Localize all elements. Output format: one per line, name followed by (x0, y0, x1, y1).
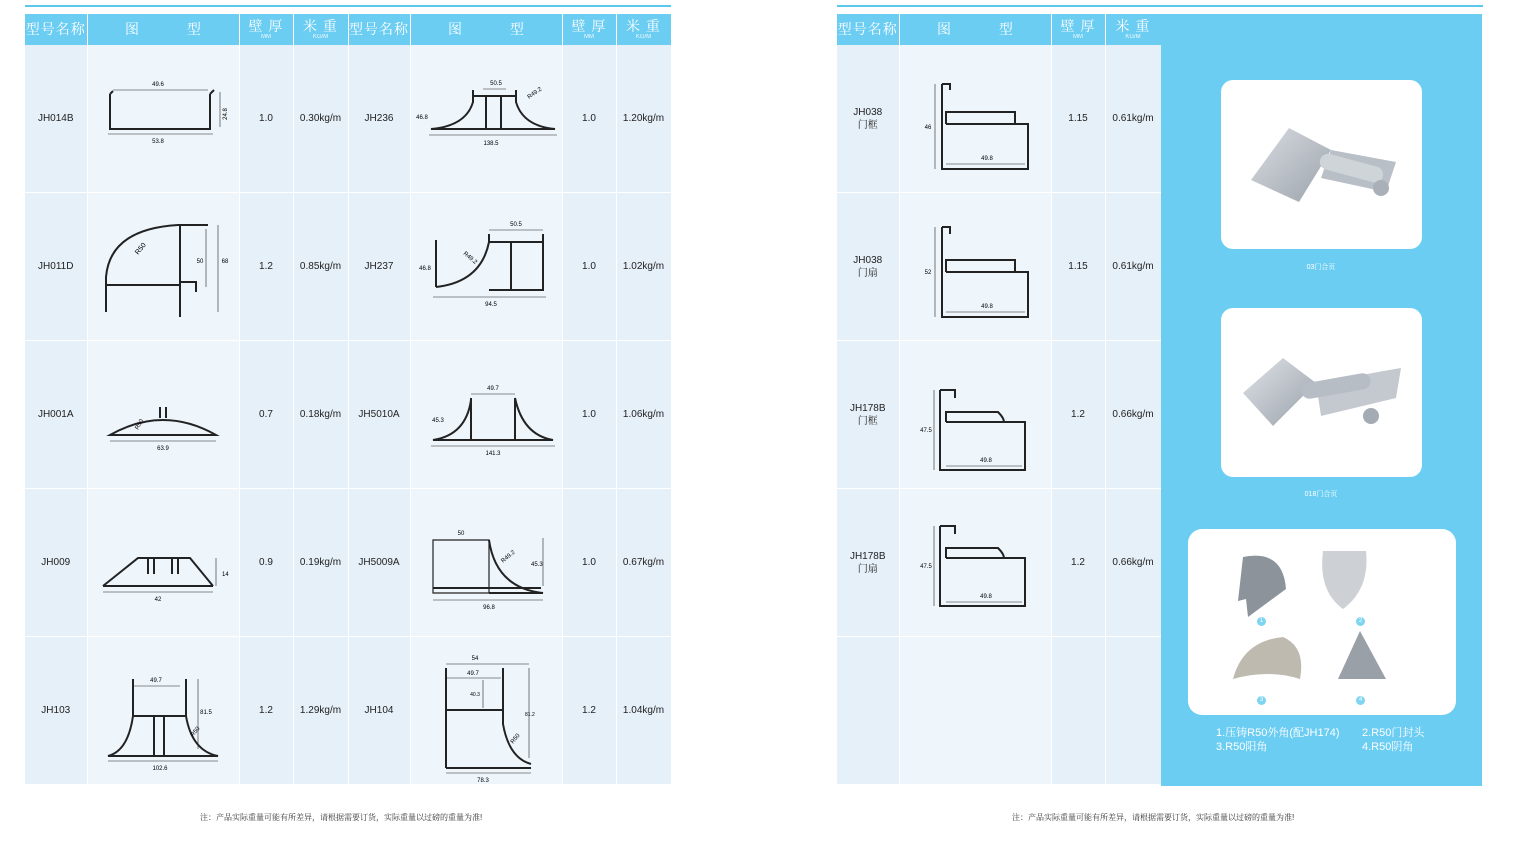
dim: 47.5 (920, 563, 932, 570)
wall-thickness: 1.0 (562, 193, 616, 341)
meter-weight: 0.66kg/m (1105, 341, 1161, 489)
profile-drawing-jh014b (87, 45, 239, 193)
dim: 14 (222, 571, 229, 578)
meter-weight: 0.19kg/m (293, 489, 348, 637)
model-code: JH014B (25, 45, 87, 193)
dim: 49.7 (150, 677, 162, 684)
hinge-03-image (1221, 80, 1422, 249)
profile-drawing-jh237 (410, 193, 562, 341)
dim: 49.7 (487, 385, 499, 392)
part-number-badge: 1 (1257, 617, 1266, 626)
hinge-icon (1221, 80, 1422, 249)
header-row (837, 14, 1161, 45)
profile-drawing-jh5009a (410, 489, 562, 637)
dim: R50 (134, 241, 148, 256)
table-row (837, 45, 1161, 193)
meter-weight: 1.06kg/m (616, 341, 671, 489)
table-row (837, 341, 1161, 489)
legend-line2-b: 4.R50阴角 (1362, 741, 1414, 753)
meter-weight: 0.61kg/m (1105, 193, 1161, 341)
profile-drawing-jh178b-frame (899, 341, 1051, 489)
dim: 42 (154, 596, 162, 603)
drawing-jh001a (88, 360, 238, 470)
dim: 96.8 (483, 604, 495, 611)
model-code: JH5009A (348, 489, 410, 637)
profile-drawing-jh236 (410, 45, 562, 193)
footer-note-right: 注：产品实际重量可能有所差异，请根据需要订货，实际重量以过磅的重量为准! (1012, 813, 1295, 822)
part-number-badge: 3 (1257, 696, 1266, 705)
wall-thickness: 0.7 (239, 341, 293, 489)
hinge-icon (1221, 308, 1422, 477)
wall-thickness: 1.0 (239, 45, 293, 193)
header-profile: 图 型 (899, 14, 1051, 45)
dim: 102.6 (152, 765, 168, 772)
drawing-jh038-leaf (900, 212, 1050, 322)
model-code: JH237 (348, 193, 410, 341)
wall-thickness: 1.0 (562, 489, 616, 637)
dim: 49.8 (980, 593, 992, 600)
dim: 49.8 (981, 155, 993, 162)
model-code: JH103 (25, 637, 87, 785)
header-model: 型号名称 (837, 14, 899, 45)
wall-thickness: 1.2 (1051, 341, 1105, 489)
part-number-badge: 2 (1356, 617, 1365, 626)
dim: 49.6 (152, 81, 164, 88)
dim: 49.8 (981, 303, 993, 310)
meter-weight: 0.61kg/m (1105, 45, 1161, 193)
model-code: JH011D (25, 193, 87, 341)
dim: 50.5 (510, 221, 522, 228)
product-panel (1161, 14, 1482, 786)
wall-thickness: 1.15 (1051, 45, 1105, 193)
model-code: JH038 门扇 (837, 193, 899, 341)
drawing-jh103 (88, 651, 238, 771)
wall-thickness: 1.0 (562, 341, 616, 489)
dim: 138.5 (483, 140, 499, 147)
table-row (25, 637, 671, 785)
dim: 45.3 (432, 417, 444, 424)
table-row (25, 341, 671, 489)
dim: 47.5 (920, 427, 932, 434)
hinge-018-caption: 018门合页 (1304, 491, 1338, 498)
profile-drawing-jh001a (87, 341, 239, 489)
dim: 24.8 (223, 107, 229, 120)
left-profile-table (25, 14, 672, 785)
model-code: JH001A (25, 341, 87, 489)
legend-line1-a: 1.压铸R50外角(配JH174) (1216, 727, 1340, 739)
drawing-jh5010a (411, 360, 561, 470)
dim: 46 (924, 124, 932, 131)
meter-weight: 1.20kg/m (616, 45, 671, 193)
dim: 81.2 (525, 711, 535, 718)
drawing-jh178b-leaf (900, 508, 1050, 618)
dim: R50 (189, 725, 202, 738)
header-wall: 壁 厚 MM (1051, 14, 1105, 45)
hinge-03-caption: 03门合页 (1306, 264, 1336, 271)
dim: 52 (924, 269, 932, 276)
drawing-jh104 (411, 646, 561, 784)
dim: 40.3 (470, 691, 480, 698)
dim: 63.9 (157, 445, 169, 452)
table-row (837, 193, 1161, 341)
model-code (837, 637, 899, 785)
header-weight: 米 重 KG/M (1105, 14, 1161, 45)
header-wall: 壁 厚 MM (239, 14, 293, 45)
drawing-jh009 (88, 508, 238, 618)
model-code: JH178B 门扇 (837, 489, 899, 637)
header-row (25, 14, 671, 45)
table-row (25, 489, 671, 637)
dim: R49.2 (461, 250, 478, 266)
dim: R49.2 (526, 86, 544, 101)
profile-drawing-jh178b-leaf (899, 489, 1051, 637)
dim: 141.3 (485, 450, 501, 457)
drawing-jh038-frame (900, 64, 1050, 174)
dim: 54 (471, 655, 479, 662)
drawing-jh5009a (411, 508, 561, 618)
table-row (837, 489, 1161, 637)
drawing-jh178b-frame (900, 360, 1050, 470)
dim: 50.5 (490, 80, 502, 87)
part-number-badge: 4 (1356, 696, 1365, 705)
dim: 46.8 (416, 114, 428, 121)
profile-drawing-jh104 (410, 637, 562, 785)
profile-drawing-jh5010a (410, 341, 562, 489)
drawing-jh236 (411, 64, 561, 174)
corner-parts-image (1188, 529, 1456, 715)
meter-weight: 1.29kg/m (293, 637, 348, 785)
drawing-jh014b (88, 64, 238, 174)
dim: 46.8 (419, 265, 431, 272)
dim: 94.5 (485, 301, 497, 308)
dim: 50 (196, 258, 204, 265)
dim: 50 (457, 530, 465, 537)
wall-thickness: 1.2 (562, 637, 616, 785)
dim: 68 (221, 258, 229, 265)
meter-weight: 0.67kg/m (616, 489, 671, 637)
meter-weight: 0.85kg/m (293, 193, 348, 341)
footer-note-left: 注：产品实际重量可能有所差异，请根据需要订货，实际重量以过磅的重量为准! (200, 813, 483, 822)
header-model: 型号名称 (348, 14, 410, 45)
profile-drawing-jh009 (87, 489, 239, 637)
wall-thickness: 1.15 (1051, 193, 1105, 341)
dim: R50 (134, 417, 146, 431)
wall-thickness: 1.2 (1051, 489, 1105, 637)
dim: 78.3 (477, 777, 489, 784)
model-code: JH038 门框 (837, 45, 899, 193)
model-code: JH178B 门框 (837, 341, 899, 489)
corner-parts-icon (1188, 529, 1456, 715)
legend-line2-a: 3.R50阳角 (1216, 741, 1268, 753)
wall-thickness: 1.0 (562, 45, 616, 193)
meter-weight: 1.04kg/m (616, 637, 671, 785)
wall-thickness: 1.2 (239, 637, 293, 785)
wall-thickness (1051, 637, 1105, 785)
right-profile-table (837, 14, 1162, 785)
drawing-jh237 (411, 212, 561, 322)
table-row (25, 45, 671, 193)
header-profile: 图 型 (410, 14, 562, 45)
top-line-left (25, 5, 671, 7)
dim: 53.8 (152, 138, 164, 145)
header-model: 型号名称 (25, 14, 87, 45)
dim: 49.8 (980, 457, 992, 464)
wall-thickness: 0.9 (239, 489, 293, 637)
dim: R49.2 (500, 549, 517, 565)
header-weight: 米 重 KG/M (293, 14, 348, 45)
header-weight: 米 重 KG/M (616, 14, 671, 45)
model-code: JH236 (348, 45, 410, 193)
hinge-018-image (1221, 308, 1422, 477)
table-row (837, 637, 1161, 785)
header-wall: 壁 厚 MM (562, 14, 616, 45)
table-row (25, 193, 671, 341)
model-code: JH104 (348, 637, 410, 785)
meter-weight: 0.18kg/m (293, 341, 348, 489)
meter-weight: 1.02kg/m (616, 193, 671, 341)
profile-drawing-empty (899, 637, 1051, 785)
header-profile: 图 型 (87, 14, 239, 45)
profile-drawing-jh103 (87, 637, 239, 785)
model-code: JH009 (25, 489, 87, 637)
profile-drawing-jh011d (87, 193, 239, 341)
meter-weight: 0.30kg/m (293, 45, 348, 193)
meter-weight: 0.66kg/m (1105, 489, 1161, 637)
model-code: JH5010A (348, 341, 410, 489)
profile-drawing-jh038-leaf (899, 193, 1051, 341)
meter-weight (1105, 637, 1161, 785)
profile-drawing-jh038-frame (899, 45, 1051, 193)
dim: 81.5 (200, 709, 212, 716)
legend-line1-b: 2.R50门封头 (1362, 727, 1425, 739)
top-line-right (837, 5, 1483, 7)
wall-thickness: 1.2 (239, 193, 293, 341)
dim: 45.3 (531, 561, 543, 568)
dim: R50 (509, 732, 522, 745)
drawing-jh011d (88, 207, 238, 327)
dim: 49.7 (467, 670, 479, 677)
